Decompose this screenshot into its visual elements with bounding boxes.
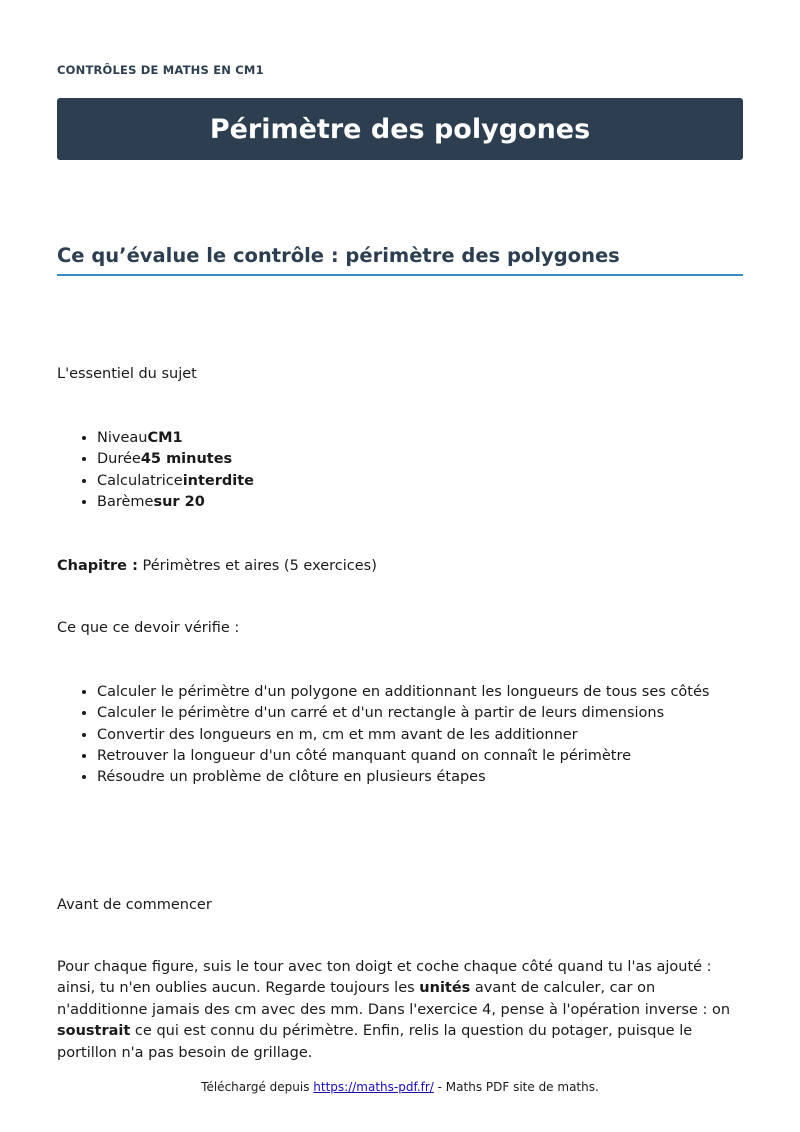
section-title: Ce qu’évalue le contrôle : périmètre des polygones [57, 244, 743, 276]
list-item: • NiveauCM1 [97, 428, 254, 449]
list-item: • Barèmesur 20 [97, 492, 254, 513]
list-item: • Calculatriceinterdite [97, 471, 254, 492]
advice-paragraph: Pour chaque figure, suis le tour avec ton doigt et coche chaque côté quand tu l'as ajouté : ainsi, tu n'en oublies aucun. Regarde toujours les unités avant de calculer, car on n'additionne jamais des cm avec des mm. Dans l'exercice 4, pense à l'opération inverse : on soustrait ce qui est connu du périmètre. Enfin, relis la question du potager, puisque le portillon n'a pas besoin de grillage. [57, 959, 731, 1061]
chapter-value: Périmètres et aires (5 exercices) [142, 558, 377, 574]
checks-list [57, 682, 709, 788]
chapter-line [57, 556, 377, 577]
page-footer: Téléchargé depuis https://maths-pdf.fr/ - Maths PDF site de maths. [201, 1080, 599, 1094]
list-item: • Calculer le périmètre d'un polygone en additionnant les longueurs de tous ses côtés [97, 682, 709, 703]
page-kicker: CONTRÔLES DE MATHS EN CM1 [57, 63, 264, 77]
essentials-heading: L'essentiel du sujet [57, 366, 197, 382]
list-item: • Calculer le périmètre d'un carré et d'un rectangle à partir de leurs dimensions [97, 703, 709, 724]
checks-heading: Ce que ce devoir vérifie : [57, 620, 240, 636]
list-item: • Retrouver la longueur d'un côté manquant quand on connaît le périmètre [97, 746, 709, 767]
page-title: Périmètre des polygones [209, 113, 591, 145]
essentials-list [57, 428, 254, 513]
list-item: • Convertir des longueurs en m, cm et mm avant de les additionner [97, 725, 709, 746]
title-banner [57, 98, 743, 160]
list-item: • Durée45 minutes [97, 449, 254, 470]
footer-link[interactable]: https://maths-pdf.fr/ [313, 1080, 434, 1094]
before-heading: Avant de commencer [57, 897, 212, 913]
chapter-label: Chapitre : [57, 558, 138, 574]
list-item: • Résoudre un problème de clôture en plusieurs étapes [97, 767, 709, 788]
